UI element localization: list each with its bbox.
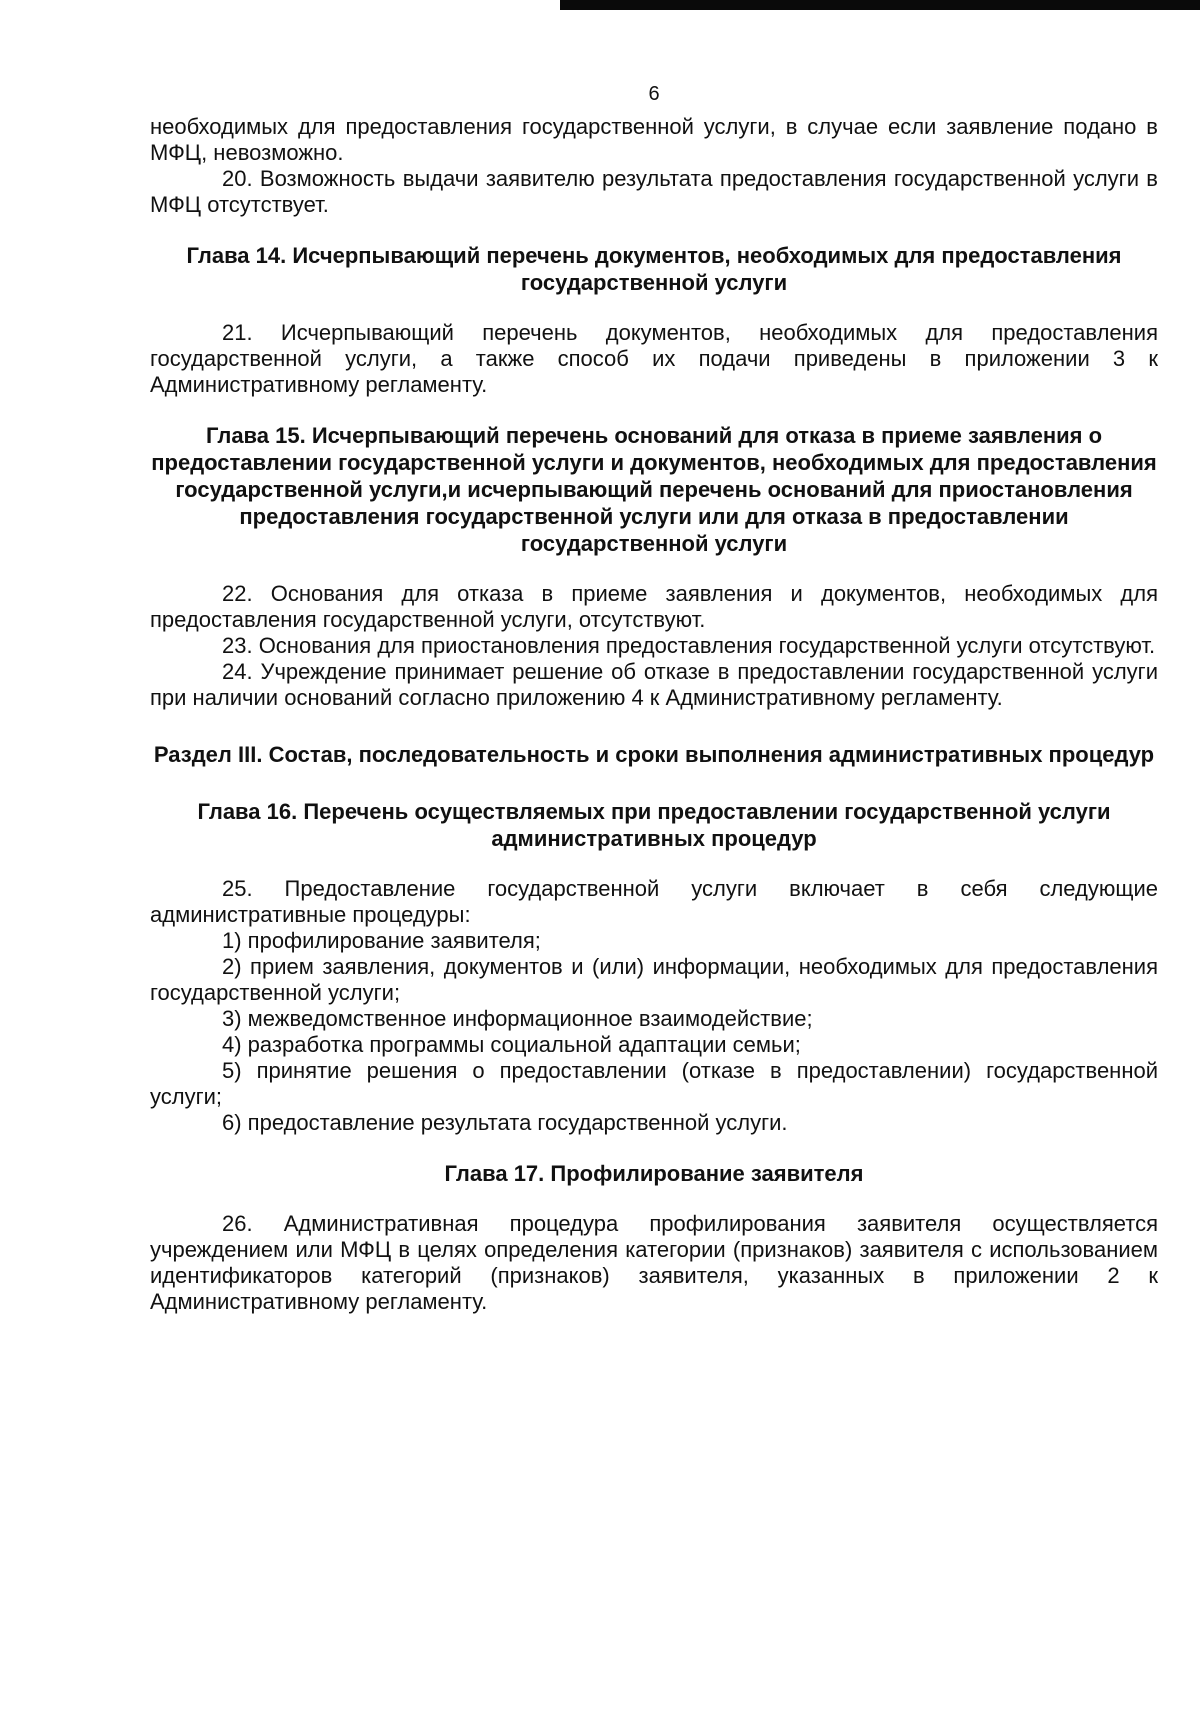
list-item-2: 2) прием заявления, документов и (или) информации, необходимых для предоставления государственной услуги; <box>150 954 1158 1005</box>
paragraph-22: 22. Основания для отказа в приеме заявления и документов, необходимых для предоставления государственной услуги, отсутствуют. <box>150 581 1158 632</box>
list-item-3: 3) межведомственное информационное взаимодействие; <box>222 1006 813 1031</box>
list-item-1: 1) профилирование заявителя; <box>222 928 541 953</box>
paragraph-24: 24. Учреждение принимает решение об отказе в предоставлении государственной услуги при наличии оснований согласно приложению 4 к Административному регламенту. <box>150 659 1158 710</box>
paragraph-25: 25. Предоставление государственной услуги включает в себя следующие административные процедуры: <box>150 876 1158 927</box>
paragraph-23: 23. Основания для приостановления предоставления государственной услуги отсутствуют. <box>222 633 1156 658</box>
paragraph-21: 21. Исчерпывающий перечень документов, необходимых для предоставления государственной услуги, а также способ их подачи приведены в приложении 3 к Административному регламенту. <box>150 320 1158 397</box>
chapter-16-heading: Глава 16. Перечень осуществляемых при предоставлении государственной услуги административных процедур <box>197 799 1111 851</box>
section-3-heading: Раздел III. Состав, последовательность и сроки выполнения административных процедур <box>153 742 1155 767</box>
chapter-17-heading: Глава 17. Профилирование заявителя <box>444 1161 864 1186</box>
list-item-4: 4) разработка программы социальной адаптации семьи; <box>222 1032 801 1057</box>
paragraph-20: 20. Возможность выдачи заявителю результата предоставления государственной услуги в МФЦ отсутствует. <box>150 166 1158 217</box>
chapter-15-heading: Глава 15. Исчерпывающий перечень оснований для отказа в приеме заявления о предоставлении государственной услуги и документов, необходимых для предоставления государственной услуги,и исчерпывающий перечень оснований для приостановления предоставления государственной услуги или для отказа в предоставлении государственной услуги <box>151 423 1157 556</box>
page-number: 6 <box>648 83 660 105</box>
list-item-6: 6) предоставление результата государственной услуги. <box>222 1110 788 1135</box>
paragraph-26: 26. Административная процедура профилирования заявителя осуществляется учреждением или МФЦ в целях определения категории (признаков) заявителя с использованием идентификаторов категорий (признаков) заявителя, указанных в приложении 2 к Административному регламенту. <box>150 1211 1158 1314</box>
chapter-14-heading: Глава 14. Исчерпывающий перечень документов, необходимых для предоставления государственной услуги <box>186 243 1122 295</box>
paragraph-continuation: необходимых для предоставления государственной услуги, в случае если заявление подано в МФЦ, невозможно. <box>150 114 1158 165</box>
document-page <box>150 82 1158 1315</box>
scan-edge-bar <box>560 0 1200 10</box>
list-item-5: 5) принятие решения о предоставлении (отказе в предоставлении) государственной услуги; <box>150 1058 1158 1109</box>
